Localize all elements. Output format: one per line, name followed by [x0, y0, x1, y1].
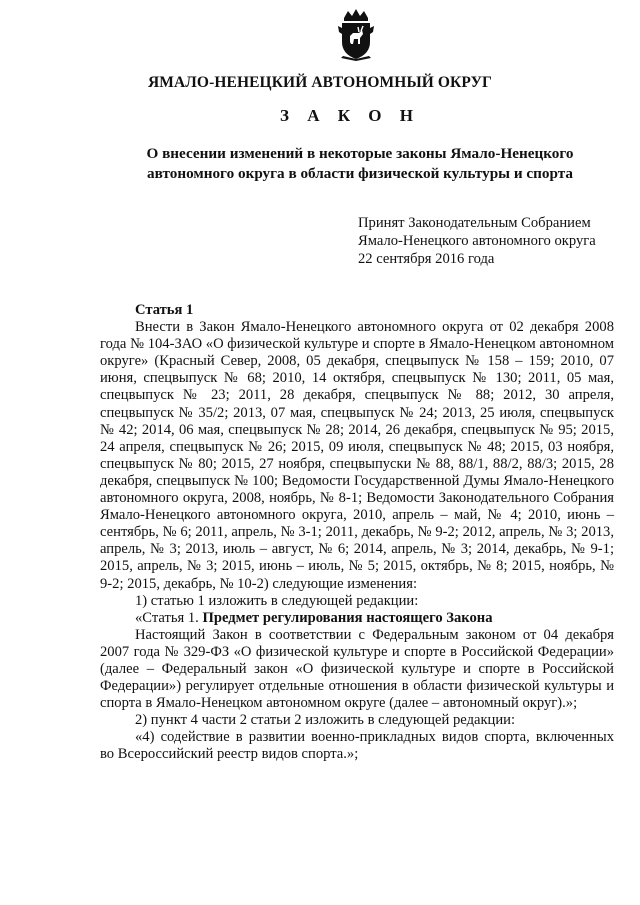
coat-of-arms-emblem-icon: [336, 8, 376, 62]
law-subject-line-2: автономного округа в области физической культуры и спорта: [147, 165, 573, 182]
quoted-article-number: «Статья 1.: [135, 609, 199, 626]
law-subject-title: [120, 144, 600, 184]
article-1-body: [100, 302, 614, 764]
adoption-line-1: Принят Законодательным Собранием: [358, 215, 591, 231]
quoted-article-text: Настоящий Закон в соответствии с Федеральным законом от 04 декабря 2007 года № 329-ФЗ «О физической культуре и спорте в Российской Федерации» (далее – Федеральный закон «О физической культуре и спорте в Российской Федерации») регулирует отдельные отношения в области физической культуры и спорта в Ямало-Ненецком автономном округе (далее – автономный округ).»;: [100, 626, 614, 712]
region-title: ЯМАЛО-НЕНЕЦКИЙ АВТОНОМНЫЙ ОКРУГ: [147, 74, 493, 91]
quoted-article-title: Предмет регулирования настоящего Закона: [202, 609, 493, 626]
article-1-heading: Статья 1: [135, 302, 194, 318]
amendment-item-1: 1) статью 1 изложить в следующей редакции:: [135, 592, 419, 609]
quoted-article-heading: [100, 610, 614, 627]
adoption-date: 22 сентября 2016 года: [358, 251, 495, 267]
adoption-line-2: Ямало-Ненецкого автономного округа: [358, 233, 596, 249]
document-type-heading: З А К О Н: [279, 106, 421, 125]
adoption-block: [358, 214, 596, 268]
article-1-intro-paragraph: Внести в Закон Ямало-Ненецкого автономного округа от 02 декабря 2008 года № 104-ЗАО «О физической культуре и спорте в Ямало-Ненецком автономном округе» (Красный Север, 2008, 05 декабря, спецвыпуск № 158 – 159; 2010, 07 июня, спецвыпуск № 68; 2010, 14 октября, спецвыпуск № 130; 2011, 05 мая, спецвыпуск № 23; 2011, 28 декабря, спецвыпуск № 88; 2012, 30 апреля, спецвыпуск № 35/2; 2013, 07 мая, спецвыпуск № 24; 2013, 25 июля, спецвыпуск № 42; 2014, 06 мая, спецвыпуск № 28; 2014, 26 декабря, спецвыпуск № 95; 2015, 24 апреля, спецвыпуск № 26; 2015, 09 июля, спецвыпуск № 48; 2015, 03 ноября, спецвыпуск № 80; 2015, 27 ноября, спецвыпуски № 88, 88/1, 88/2, 88/3; 2015, 28 декабря, спецвыпуск № 100; Ведомости Государственной Думы Ямало-Ненецкого автономного округа, 2008, ноябрь, № 8-1; Ведомости Законодательного Собрания Ямало-Ненецкого автономного округа, 2010, апрель – май, № 4; 2010, июнь – сентябрь, № 6; 2011, апрель, № 3-1; 2011, декабрь, № 9-2; 2012, апрель, № 3; 2013, апрель, № 3; 2013, июль – август, № 6; 2014, апрель, № 3; 2014, декабрь, № 9-1; 2015, апрель, № 3; 2015, июнь – июль, № 5; 2015, октябрь, № 8; 2015, ноябрь, № 9-2; 2015, декабрь, № 10-2) следующие изменения:: [100, 319, 614, 592]
amendment-item-2: 2) пункт 4 части 2 статьи 2 изложить в следующей редакции:: [135, 712, 516, 729]
amendment-item-2-text: «4) содействие в развитии военно-прикладных видов спорта, включенных во Всероссийский реестр видов спорта.»;: [100, 729, 614, 763]
law-subject-line-1: О внесении изменений в некоторые законы Ямало-Ненецкого: [146, 145, 574, 162]
